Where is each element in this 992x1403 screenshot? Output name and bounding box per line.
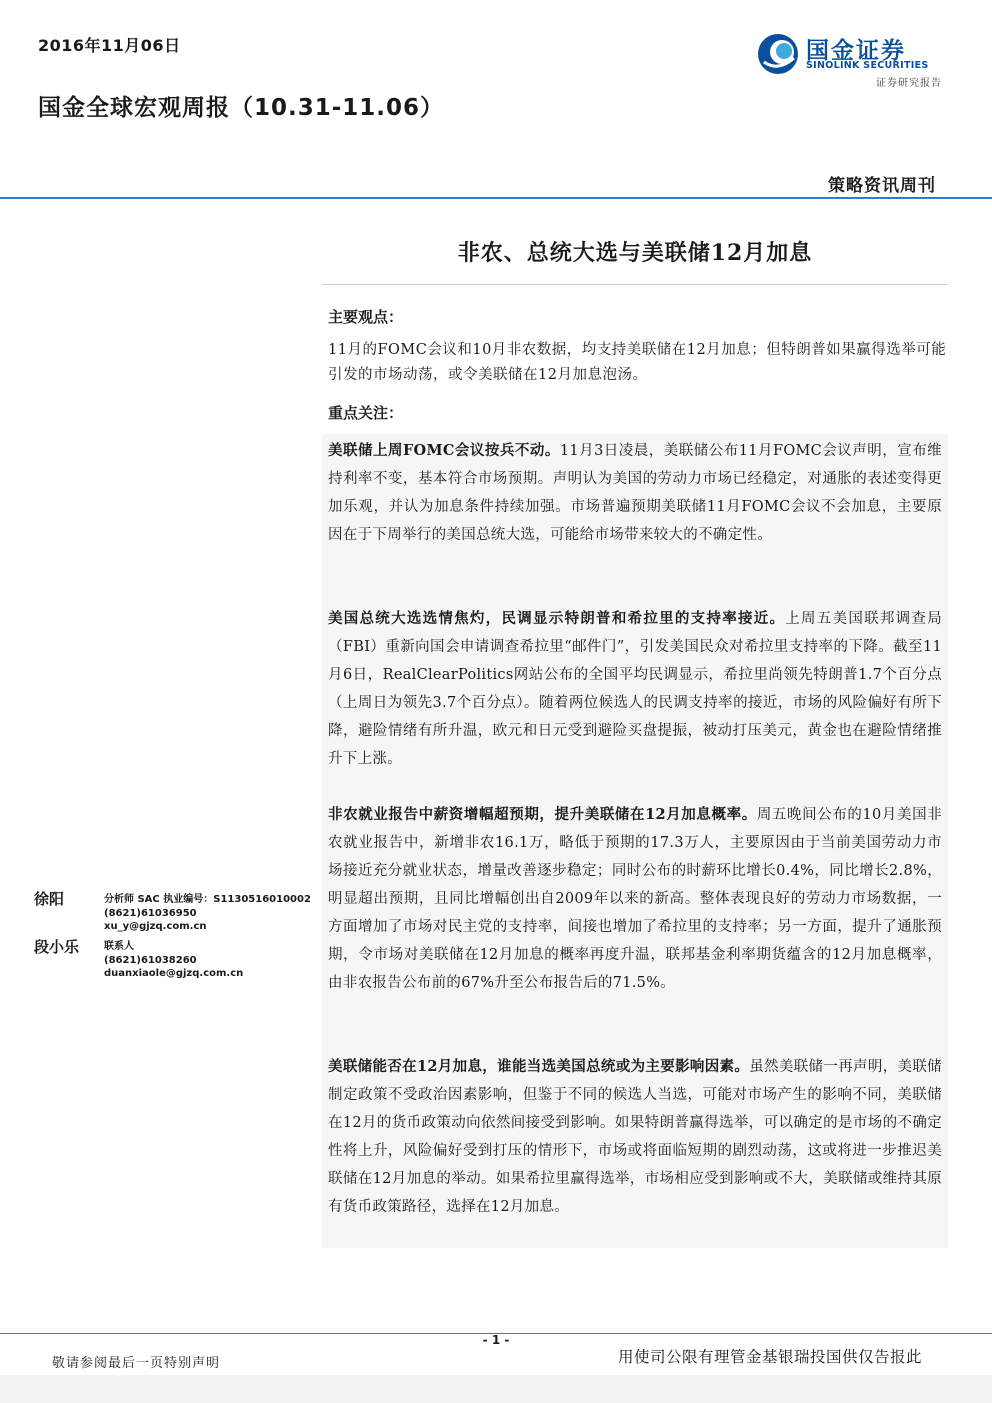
footer-band [0,1375,992,1403]
disclaimer-note: 敬请参阅最后一页特别声明 [52,1356,221,1371]
header-divider [0,197,992,199]
analyst-info [104,893,311,934]
analyst-name: 徐阳 [34,890,65,908]
report-title: 国金全球宏观周报（10.31-11.06） [38,95,445,121]
sinolink-logo-icon [756,32,800,76]
series-name: 策略资讯周刊 [828,176,936,196]
headline-divider [322,284,948,285]
focus-paragraph [328,801,942,997]
focus-paragraph [328,437,942,549]
report-date: 2016年11月06日 [38,36,181,55]
paragraph-body: 上周五美国联邦调查局（FBI）重新向国会申请调查希拉里“邮件门”，引发美国民众对希拉里支持率的下降。截至11月6日，RealClearPolitics网站公布的全国平均民调显示，希拉里尚领先特朗普1.7个百分点（上周日为领先3.7个百分点）。随着两位候选人的民调支持率的接近，市场的风险偏好有所下降，避险情绪有所升温，欧元和日元受到避险买盘提振，被动打压美元，黄金也在避险情绪推升下上涨。 [328,611,942,767]
headline: 非农、总统大选与美联储12月加息 [457,240,813,266]
main-points-label: 主要观点： [328,308,404,326]
analyst-role: 联系人 [104,941,134,952]
analyst-phone: (8621)61038260 [104,954,197,966]
analyst-email[interactable]: duanxiaole@gjzq.com.cn [104,968,244,979]
paragraph-body: 周五晚间公布的10月美国非农就业报告中，新增非农16.1万，略低于预期的17.3万人，主要原因由于当前美国劳动力市场接近充分就业状态，增量改善逐步稳定；同时公布的时薪环比增长0.4%，同比增长2.8%，明显超出预期，且同比增幅创出自2009年以来的新高。整体表现良好的劳动力市场数据，一方面增加了市场对民主党的支持率，间接也增加了希拉里的支持率；另一方面，提升了通胀预期，令市场对美联储在12月加息的概率再度升温，联邦基金利率期货蕴含的12月加息概率，由非农报告公布前的67%升至公布报告后的71.5%。 [328,807,942,991]
logo-subtitle: 证券研究报告 [876,78,942,89]
logo-name-en: SINOLINK SECURITIES [806,60,929,71]
paragraph-lead: 美联储上周FOMC会议按兵不动。 [328,442,560,459]
company-logo [756,30,948,94]
analyst-info [104,940,243,981]
analyst-email[interactable]: xu_y@gjzq.com.cn [104,921,207,932]
focus-label: 重点关注： [328,404,404,422]
paragraph-lead: 美国总统大选选情焦灼，民调显示特朗普和希拉里的支持率接近。 [328,610,786,627]
focus-paragraph [328,605,942,773]
paragraph-lead: 美联储能否在12月加息，谁能当选美国总统或为主要影响因素。 [328,1058,750,1075]
paragraph-lead: 非农就业报告中薪资增幅超预期，提升美联储在12月加息概率。 [328,806,757,823]
main-points-text: 11月的FOMC会议和10月非农数据，均支持美联储在12月加息；但特朗普如果赢得选举可能引发的市场动荡，或令美联储在12月加息泡汤。 [328,342,947,383]
analyst-phone: (8621)61036950 [104,907,197,919]
focus-paragraph [328,1053,942,1221]
analyst-role: 分析师 SAC 执业编号：S1130516010002 [104,894,311,905]
paragraph-body: 虽然美联储一再声明，美联储制定政策不受政治因素影响，但鉴于不同的候选人当选，可能对市场产生的影响不同，美联储在12月的货币政策动向依然间接受到影响。如果特朗普赢得选举，可以确定的是市场的不确定性将上升，风险偏好受到打压的情形下，市场或将面临短期的剧烈动荡，这或将进一步推迟美联储在12月加息的举动。如果希拉里赢得选举，市场相应受到影响或不大，美联储或维持其原有货币政策路径，选择在12月加息。 [328,1059,942,1215]
logo-name-cn: 国金证券 [806,38,906,64]
watermark-text: 用使司公限有理管金基银瑞投国供仅告报此 [618,1348,923,1366]
paragraph-body: 11月3日凌晨，美联储公布11月FOMC会议声明，宣布维持利率不变，基本符合市场预期。声明认为美国的劳动力市场已经稳定，对通胀的表述变得更加乐观，并认为加息条件持续加强。市场普遍预期美联储11月FOMC会议不会加息，主要原因在于下周举行的美国总统大选，可能给市场带来较大的不确定性。 [328,443,942,543]
analyst-name: 段小乐 [34,938,80,956]
page-number: - 1 - [482,1333,510,1347]
